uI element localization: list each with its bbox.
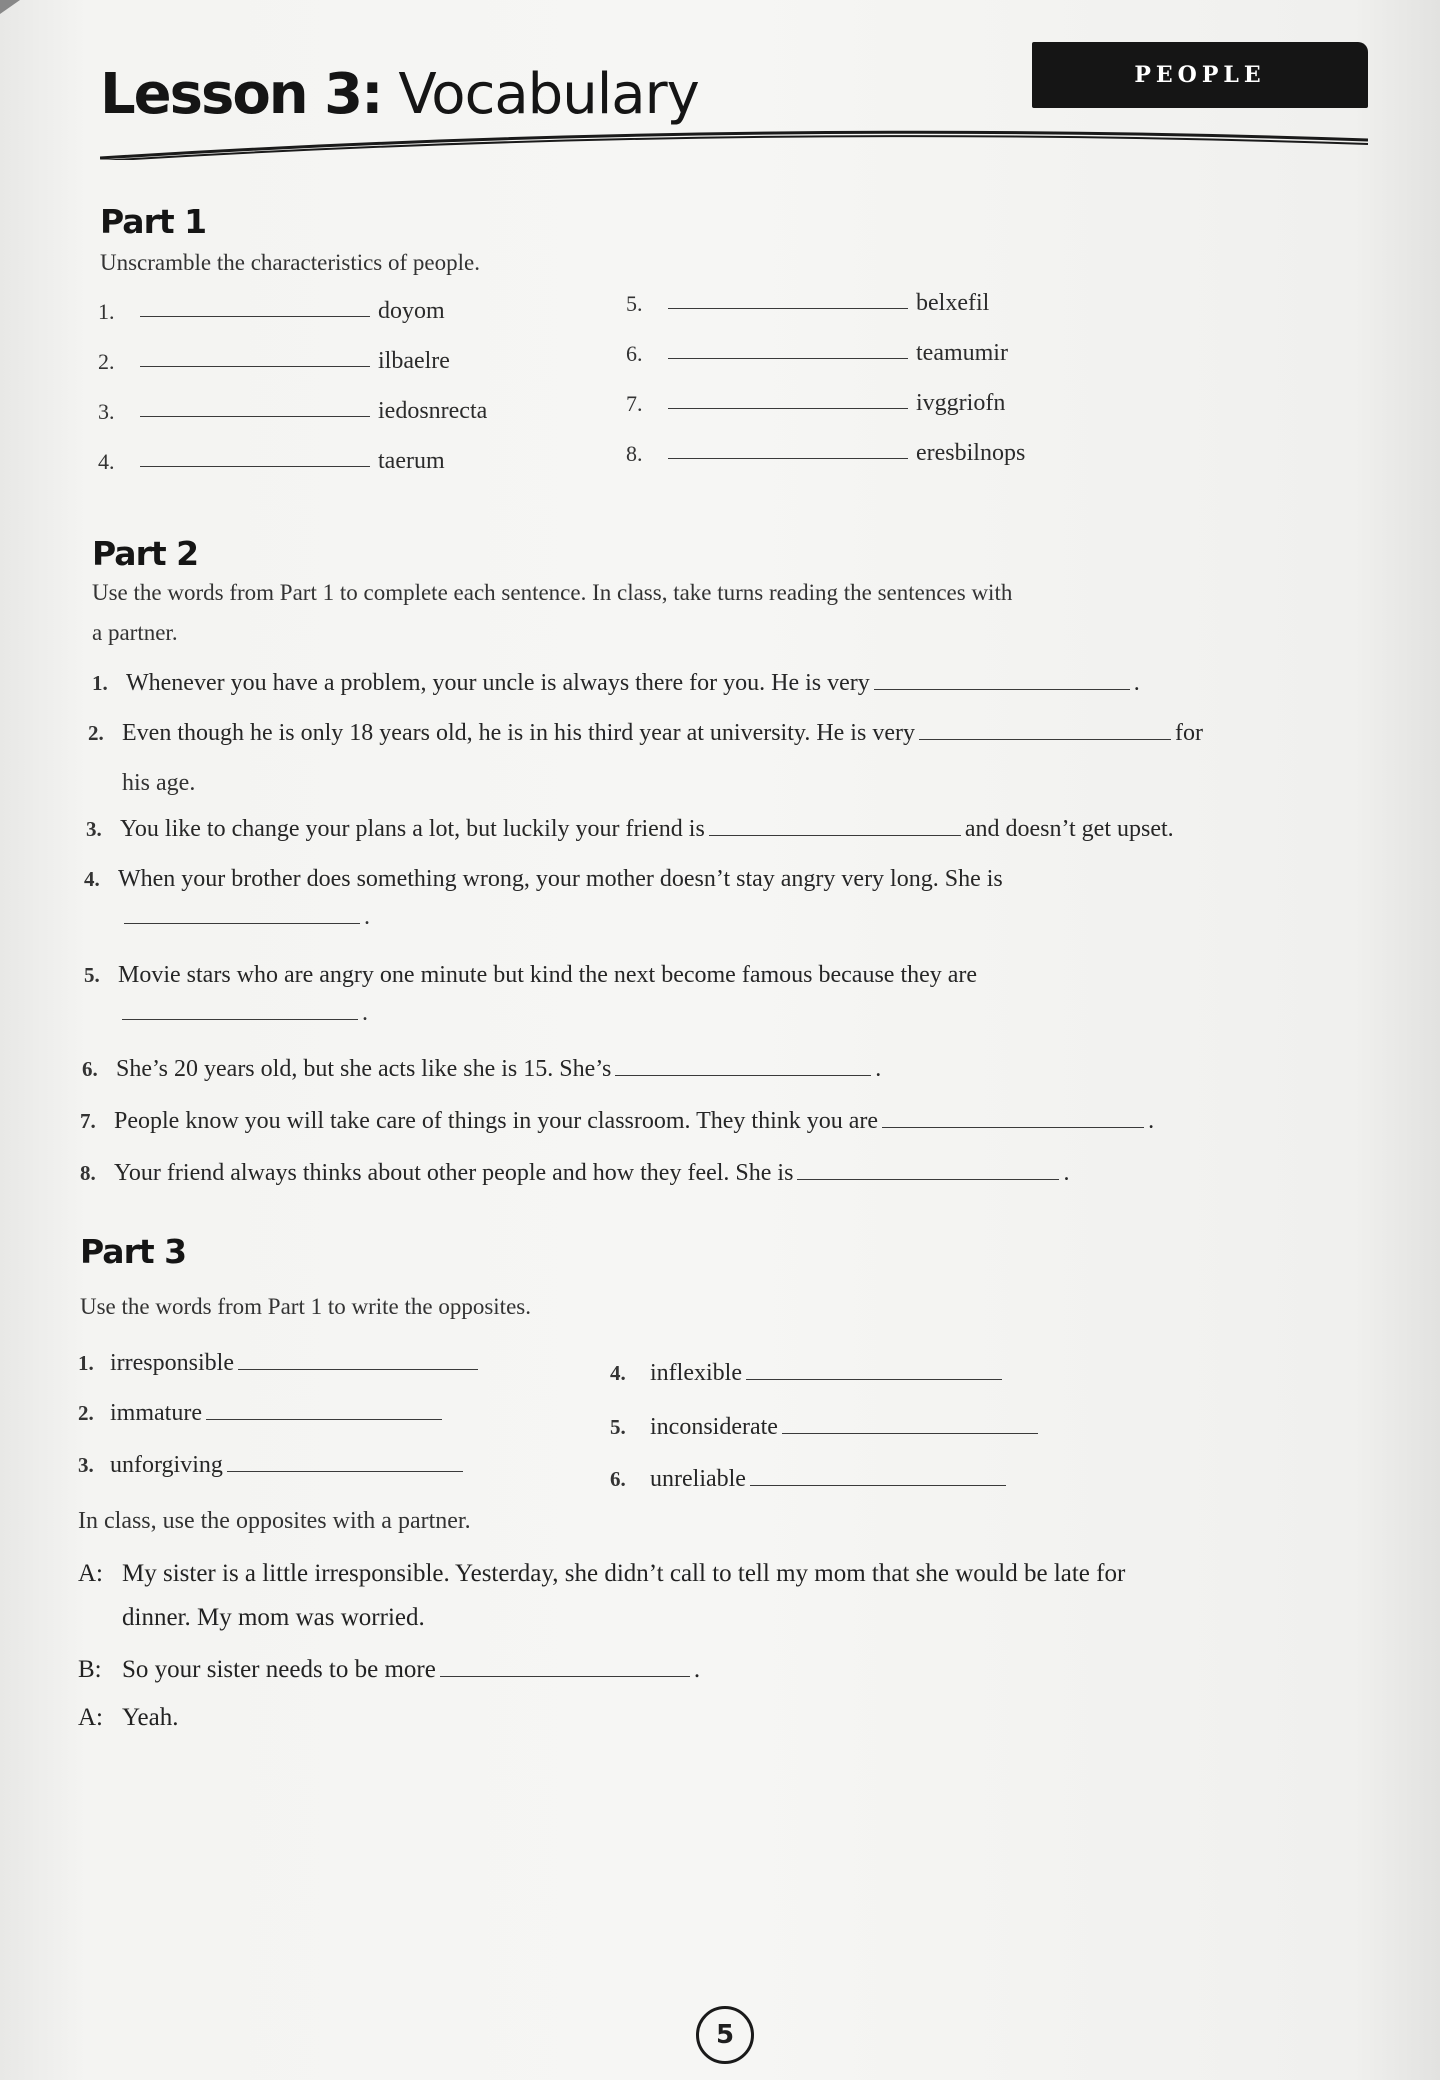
opposite-word: inflexible xyxy=(650,1360,742,1386)
item-number: 1. xyxy=(78,1351,94,1375)
part2-sentence-7 xyxy=(80,1108,1154,1135)
item-number: 6. xyxy=(626,341,643,366)
sentence-end: . xyxy=(1148,1108,1155,1134)
item-number: 5. xyxy=(84,963,100,987)
part1-item-8 xyxy=(626,440,1025,467)
answer-blank[interactable] xyxy=(124,922,360,924)
item-number: 6. xyxy=(82,1057,98,1081)
sentence-text: Even though he is only 18 years old, he is in his third year at university. He is very xyxy=(122,720,915,746)
answer-blank[interactable] xyxy=(615,1074,871,1076)
item-number: 1. xyxy=(98,299,115,324)
dialogue-line-a1 xyxy=(78,1560,1125,1588)
sentence-text: Your friend always thinks about other people and how they feel. She is xyxy=(114,1160,794,1186)
part1-item-7 xyxy=(626,390,1005,417)
part2-instruction-line2: a partner. xyxy=(92,620,178,645)
item-number: 4. xyxy=(610,1361,626,1385)
sentence-text: She’s 20 years old, but she acts like she is 15. She’s xyxy=(116,1056,612,1082)
dialogue-text: My sister is a little irresponsible. Yesterday, she didn’t call to tell my mom that she would be late for xyxy=(122,1560,1126,1587)
sentence-end: . xyxy=(362,1000,368,1026)
item-number: 7. xyxy=(626,391,643,416)
answer-blank[interactable] xyxy=(140,465,370,467)
item-number: 8. xyxy=(80,1161,96,1185)
answer-blank[interactable] xyxy=(709,834,961,836)
part2-sentence-6 xyxy=(82,1056,881,1083)
part3-instruction: Use the words from Part 1 to write the opposites. xyxy=(80,1294,531,1319)
sentence-end: . xyxy=(875,1056,882,1082)
item-number: 5. xyxy=(626,291,643,316)
section-tab: PEOPLE xyxy=(1032,42,1368,108)
part1-item-3 xyxy=(98,398,487,425)
part2-sentence-4-continued xyxy=(120,904,370,931)
part2-sentence-5 xyxy=(84,962,977,989)
answer-blank[interactable] xyxy=(668,407,908,409)
part3-heading: Part 3 xyxy=(80,1232,187,1271)
scrambled-word: taerum xyxy=(378,448,445,474)
dialogue-line-a2 xyxy=(78,1704,179,1732)
opposite-word: inconsiderate xyxy=(650,1414,778,1440)
page-number: 5 xyxy=(696,2006,754,2064)
part3-item-3 xyxy=(78,1452,467,1479)
part1-instruction: Unscramble the characteristics of people. xyxy=(100,250,480,275)
item-number: 3. xyxy=(78,1453,94,1477)
dialogue-end: . xyxy=(693,1656,701,1683)
answer-blank[interactable] xyxy=(750,1484,1006,1486)
item-number: 6. xyxy=(610,1467,626,1491)
dialogue-text: Yeah. xyxy=(122,1704,179,1731)
part3-item-5 xyxy=(610,1414,1042,1441)
speaker-label: A: xyxy=(78,1704,103,1731)
part2-sentence-2-continued: his age. xyxy=(122,770,196,796)
scrambled-word: ivggriofn xyxy=(916,390,1006,416)
part1-heading: Part 1 xyxy=(100,202,207,241)
dialogue-text: So your sister needs to be more xyxy=(122,1656,436,1683)
answer-blank[interactable] xyxy=(746,1378,1002,1380)
answer-blank[interactable] xyxy=(140,365,370,367)
sentence-text: When your brother does something wrong, your mother doesn’t stay angry very long. She is xyxy=(118,866,1003,892)
part3-item-6 xyxy=(610,1466,1010,1493)
scrambled-word: eresbilnops xyxy=(916,440,1026,466)
sentence-end: and doesn’t get upset. xyxy=(964,816,1174,842)
part1-item-4 xyxy=(98,448,445,475)
item-number: 4. xyxy=(98,449,115,474)
part1-item-2 xyxy=(98,348,450,375)
partner-note: In class, use the opposites with a partner. xyxy=(78,1508,471,1534)
answer-blank[interactable] xyxy=(797,1178,1059,1180)
item-number: 1. xyxy=(92,671,108,695)
answer-blank[interactable] xyxy=(122,1018,358,1020)
part1-item-6 xyxy=(626,340,1008,367)
part3-item-2 xyxy=(78,1400,446,1427)
part2-instruction-line1: Use the words from Part 1 to complete each sentence. In class, take turns reading the sentences with xyxy=(92,580,1013,605)
part2-sentence-8 xyxy=(80,1160,1069,1187)
answer-blank[interactable] xyxy=(206,1418,442,1420)
part2-sentence-5-continued xyxy=(118,1000,368,1027)
part1-item-1 xyxy=(98,298,445,325)
speaker-label: A: xyxy=(78,1560,103,1587)
dialogue-line-a1-continued: dinner. My mom was worried. xyxy=(122,1604,425,1631)
answer-blank[interactable] xyxy=(882,1126,1144,1128)
sentence-text: People know you will take care of things in your classroom. They think you are xyxy=(114,1108,879,1134)
lesson-topic: Vocabulary xyxy=(398,62,699,127)
answer-blank[interactable] xyxy=(668,307,908,309)
item-number: 5. xyxy=(610,1415,626,1439)
item-number: 8. xyxy=(626,441,643,466)
opposite-word: unforgiving xyxy=(110,1452,223,1478)
item-number: 3. xyxy=(98,399,115,424)
sentence-end: for xyxy=(1174,720,1203,746)
scrambled-word: ilbaelre xyxy=(378,348,450,374)
item-number: 2. xyxy=(88,721,104,745)
page-corner xyxy=(0,0,20,14)
answer-blank[interactable] xyxy=(782,1432,1038,1434)
lesson-number: Lesson 3: xyxy=(100,62,382,127)
opposite-word: immature xyxy=(110,1400,202,1426)
answer-blank[interactable] xyxy=(919,738,1171,740)
sentence-text: Whenever you have a problem, your uncle is always there for you. He is very xyxy=(126,670,870,696)
part3-item-4 xyxy=(610,1360,1006,1387)
sentence-end: . xyxy=(1063,1160,1070,1186)
part2-sentence-1 xyxy=(92,670,1140,697)
opposite-word: irresponsible xyxy=(110,1350,234,1376)
item-number: 7. xyxy=(80,1109,96,1133)
item-number: 4. xyxy=(84,867,100,891)
item-number: 2. xyxy=(98,349,115,374)
part2-heading: Part 2 xyxy=(92,534,199,573)
answer-blank[interactable] xyxy=(874,688,1130,690)
sentence-text: You like to change your plans a lot, but luckily your friend is xyxy=(120,816,705,842)
answer-blank[interactable] xyxy=(140,415,370,417)
opposite-word: unreliable xyxy=(650,1466,746,1492)
sentence-text: Movie stars who are angry one minute but kind the next become famous because they are xyxy=(118,962,978,988)
answer-blank[interactable] xyxy=(238,1368,478,1370)
part3-item-1 xyxy=(78,1350,482,1377)
sentence-end: . xyxy=(364,904,370,930)
title-underline xyxy=(100,118,1368,160)
part1-item-5 xyxy=(626,290,989,317)
part2-sentence-4 xyxy=(84,866,1003,893)
scrambled-word: iedosnrecta xyxy=(378,398,488,424)
sentence-end: . xyxy=(1133,670,1140,696)
dialogue-line-b xyxy=(78,1656,700,1684)
scrambled-word: belxefil xyxy=(916,290,990,316)
answer-blank[interactable] xyxy=(227,1470,463,1472)
answer-blank[interactable] xyxy=(668,457,908,459)
answer-blank[interactable] xyxy=(140,315,370,317)
part2-sentence-2 xyxy=(88,720,1203,747)
item-number: 3. xyxy=(86,817,102,841)
scrambled-word: teamumir xyxy=(916,340,1008,366)
answer-blank[interactable] xyxy=(440,1675,690,1677)
part2-sentence-3 xyxy=(86,816,1174,843)
scrambled-word: doyom xyxy=(378,298,445,324)
answer-blank[interactable] xyxy=(668,357,908,359)
speaker-label: B: xyxy=(78,1656,102,1683)
item-number: 2. xyxy=(78,1401,94,1425)
